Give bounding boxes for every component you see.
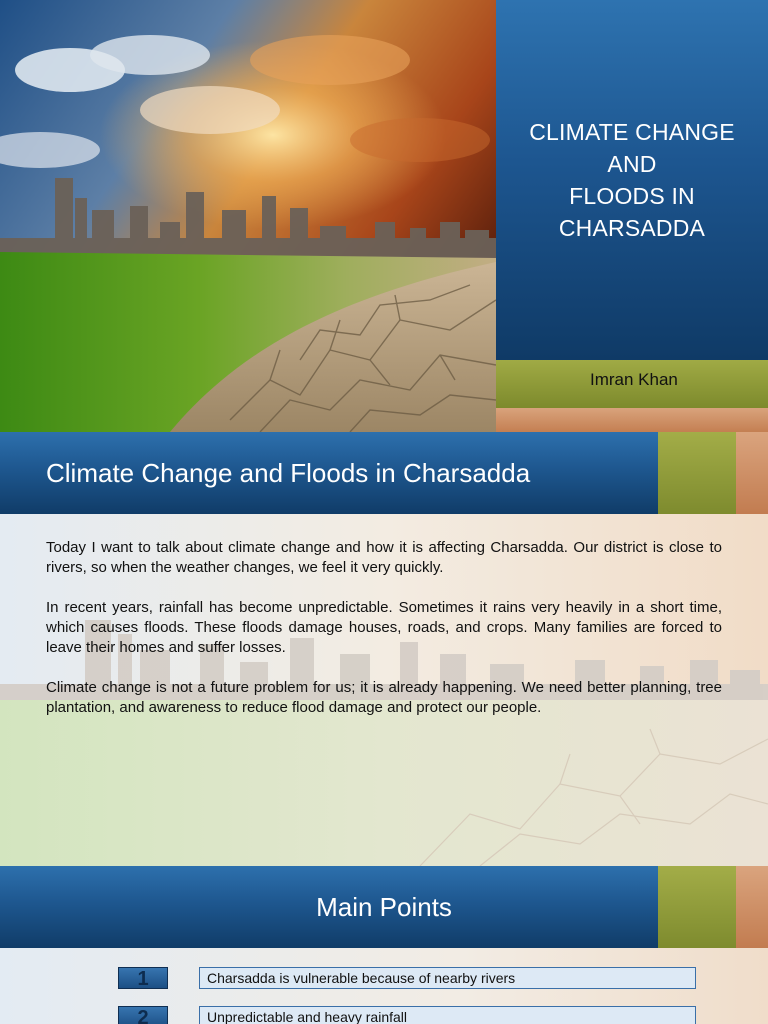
- paragraph-2: In recent years, rainfall has become unpredictable. Sometimes it rains very heavily in a short time, which causes floods. These floods damage houses, roads, and crops. Many families are forced to leave their homes and suffer losses.: [46, 599, 722, 656]
- point-number-1: 1: [118, 967, 168, 989]
- slide2-title: Climate Change and Floods in Charsadda: [46, 457, 531, 488]
- paragraph-1: Today I want to talk about climate change and how it is affecting Charsadda. Our district is close to rivers, so when the weather changes, we feel it very quickly.: [46, 539, 722, 576]
- header-tan-block: [736, 432, 768, 514]
- paragraph-3: Climate change is not a future problem for us; it is already happening. We need better planning, tree plantation, and awareness to reduce flood damage and protect our people.: [46, 679, 722, 716]
- slide3-header: [0, 866, 768, 948]
- title-panel: [496, 0, 768, 360]
- presentation-title: CLIMATE CHANGE AND FLOODS IN CHARSADDA: [529, 119, 735, 241]
- slide3-body: [0, 948, 768, 1024]
- point-number-2: 2: [118, 1006, 168, 1024]
- author-band: [496, 360, 768, 408]
- slide2-body: [0, 514, 768, 866]
- point-text-2: Unpredictable and heavy rainfall: [199, 1006, 696, 1024]
- author-name: Imran Khan: [590, 370, 678, 389]
- title-slide: [0, 0, 768, 432]
- climate-cityscape-image: [0, 0, 496, 432]
- accent-band: [496, 408, 768, 432]
- header-olive-block: [658, 432, 736, 514]
- point-text-1: Charsadda is vulnerable because of nearby rivers: [199, 967, 696, 989]
- slide3-title: Main Points: [316, 891, 452, 922]
- slide2-header: [0, 432, 768, 514]
- slide2-text: [46, 538, 722, 738]
